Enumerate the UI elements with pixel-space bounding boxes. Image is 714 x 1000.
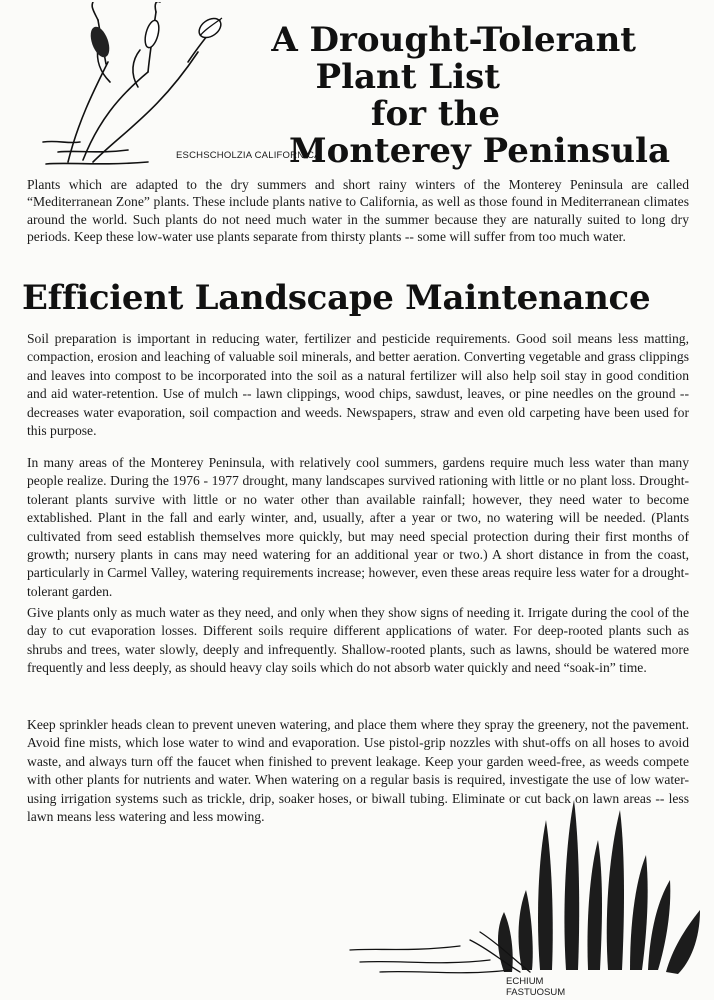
paragraph-watering-needs: Give plants only as much water as they need, and only when they show signs of needing it. Irrigate during the cool of the day to cut evaporation losses. Different soils require different applications of water. For deep-rooted plants such as shrubs and trees, water slowly, deeply and infrequently. Shallow-rooted plants, such as lawns, should be watered more frequently and less deeply, as should heavy clay soils which do not absorb water quickly and need “soak-in” time.: [27, 605, 689, 676]
echium-illustration: [340, 800, 714, 980]
title-line-3: Monterey Peninsula: [289, 131, 670, 171]
echium-caption-line-2: FASTUOSUM: [506, 987, 566, 998]
poppy-illustration: [38, 2, 238, 170]
intro-paragraph: Plants which are adapted to the dry summers and short rainy winters of the Monterey Peninsula are called “Mediterranean Zone” plants. These include plants native to California, as well as those found in Mediterranean climates around the world. Such plants do not need much water in the summer because they are naturally suited to long dry periods. Keep these low-water use plants separate from thirsty plants -- some will suffer from too much water.: [27, 177, 689, 245]
echium-caption-line-1: ECHIUM: [506, 976, 544, 987]
paragraph-cool-summers: In many areas of the Monterey Peninsula, with relatively cool summers, gardens require much less water than many people realize. During the 1976 - 1977 drought, many landscapes survived rationing with little or no plant loss. Drought-tolerant plants survive with little or no water other than available rainfall; however, they need water to become extablished. Plant in the fall and early winter, and, usually, after a year or two, no watering will be needed. (Plants cultivated from seed establish themselves more quickly, but may need special protection during their first months of growth; nursery plants in cans may need watering for an additional year or two.) A short distance in from the coast, particularly in Carmel Valley, watering requirements increase; however, even these areas require less water for a drought-tolerant garden.: [27, 455, 689, 599]
paragraph-sprinklers: Keep sprinkler heads clean to prevent uneven watering, and place them where they spray the greenery, not the pavement. Avoid fine mists, which lose water to wind and evaporation. Use pistol-grip nozzles with shut-offs on all hoses to avoid waste, and always turn off the faucet when finished to prevent leakage. Keep your garden weed-free, as weeds compete with other plants for nutrients and water. When watering on a regular basis is required, investigate the use of low water-using irrigation systems such as trickle, drip, soaker hoses, or biwall tubing. Eliminate or cut back on lawn areas -- less lawn means less watering and less mowing.: [27, 717, 689, 825]
paragraph-soil-preparation: Soil preparation is important in reducing water, fertilizer and pesticide requirements. Good soil means less matting, compaction, erosion and leaching of valuable soil minerals, and better aeration. Converting vegetable and grass clippings and leaves into compost to be incorporated into the soil as a natural fertilizer will also help soil stay in good condition and aid water-retention. Use of mulch -- lawn clippings, wood chips, sawdust, leaves, or pine needles on the ground -- decreases water evaporation, soil compaction and weeds. Newspapers, straw and even old carpeting have been used for this purpose.: [27, 331, 689, 439]
page-title: [250, 22, 670, 170]
section-heading: Efficient Landscape Maintenance: [22, 278, 651, 318]
echium-illustration-caption: [506, 976, 565, 998]
poppy-illustration-caption: ESCHSCHOLZIA CALIFORNICA: [176, 150, 321, 161]
title-line-1: A Drought-Tolerant: [271, 20, 636, 60]
title-line-2: Plant List for the: [315, 57, 500, 134]
